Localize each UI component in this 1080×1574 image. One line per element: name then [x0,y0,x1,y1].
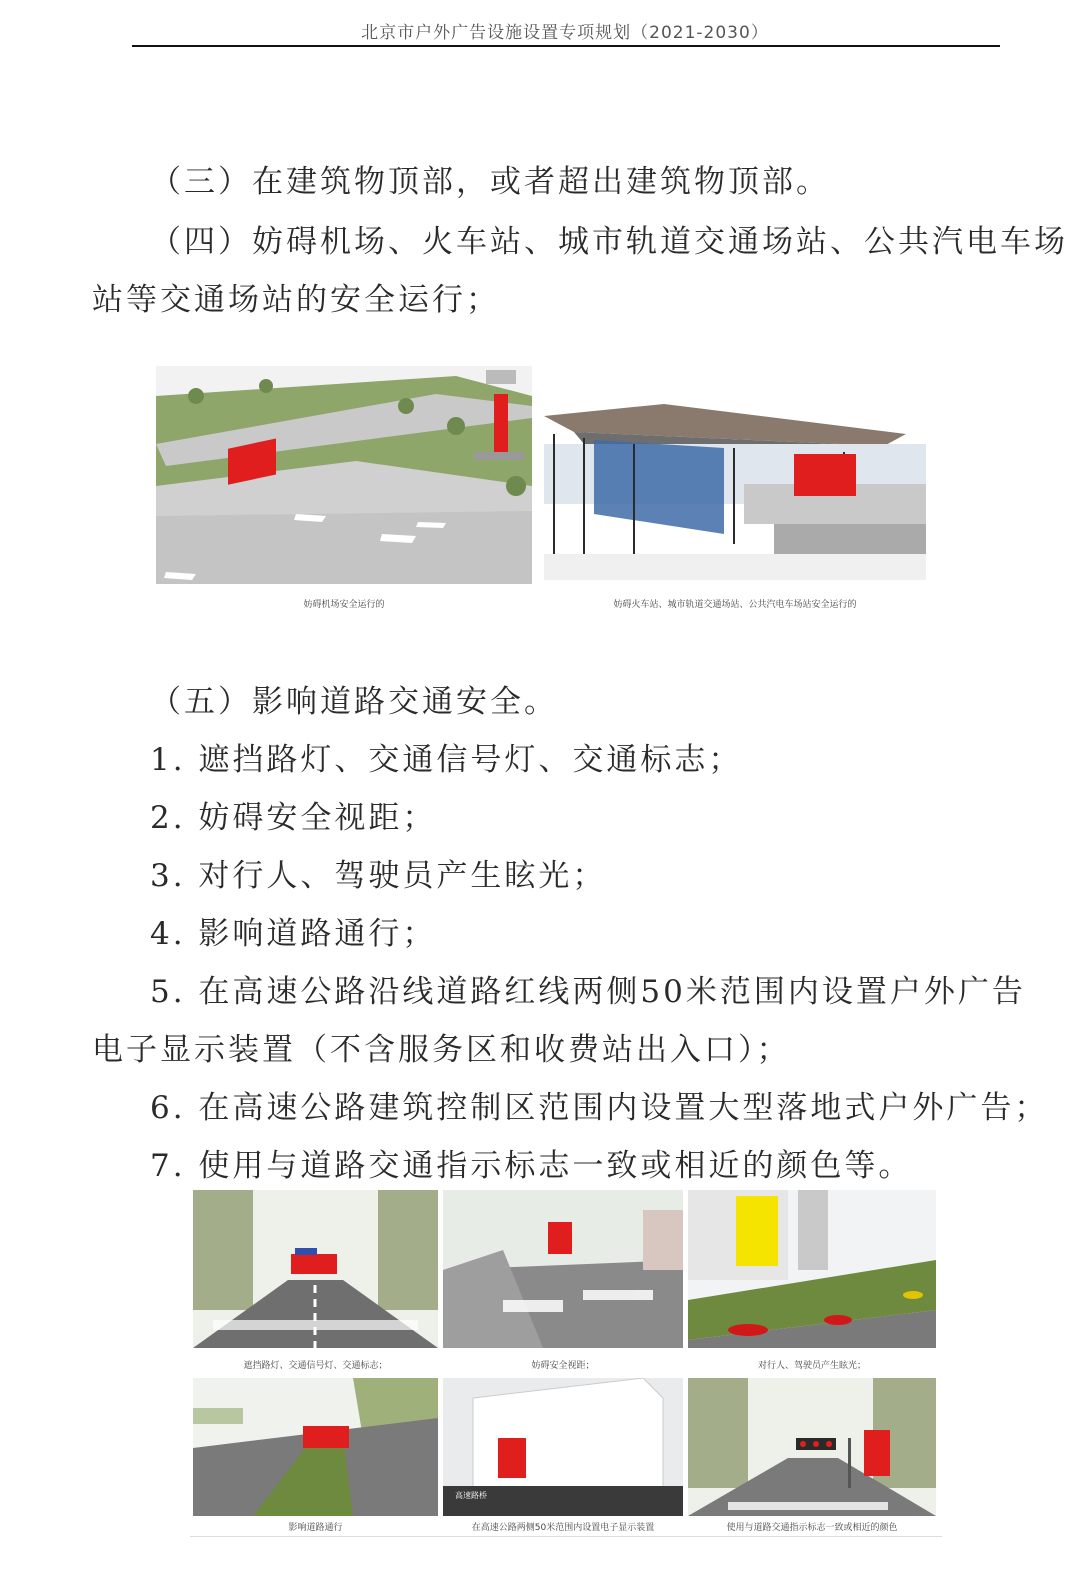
clause-3: （三）在建筑物顶部，或者超出建筑物顶部。 [150,164,830,200]
grid-caption-4: 影响道路通行 [288,1523,343,1533]
station-illustration [544,404,926,580]
item-7: 7. 使用与道路交通指示标志一致或相近的颜色等。 [150,1148,913,1184]
station-caption: 妨碍火车站、城市轨道交通场站、公共汽电车场站安全运行的 [613,600,857,610]
item-1: 1. 遮挡路灯、交通信号灯、交通标志； [150,742,743,778]
sight-distance-illustration [443,1190,683,1348]
item-4: 4. 影响道路通行； [150,916,437,952]
bridge-sign-text: 高速路桥 [455,1491,487,1500]
road-occlusion-illustration [193,1190,438,1348]
item-6: 6. 在高速公路建筑控制区范围内设置大型落地式户外广告； [150,1090,1049,1126]
page-header-title: 北京市户外广告设施设置专项规划（2021-2030） [361,23,769,43]
grid-caption-3: 对行人、驾驶员产生眩光； [757,1361,866,1371]
header-divider [132,45,1000,47]
glare-illustration [688,1190,936,1348]
electronic-display-illustration [443,1378,683,1516]
clause-5: （五）影响道路交通安全。 [150,684,558,720]
clause-4-line-2: 站等交通场站的安全运行； [92,282,500,318]
sign-color-illustration [688,1378,936,1516]
figure-grid-bottom-rule [190,1536,942,1537]
item-5-line-1: 5. 在高速公路沿线道路红线两侧50米范围内设置户外广告 [150,974,1026,1010]
item-2: 2. 妨碍安全视距； [150,800,437,836]
grid-caption-1: 遮挡路灯、交通信号灯、交通标志； [243,1361,388,1371]
item-5-line-2: 电子显示装置（不含服务区和收费站出入口）； [92,1032,791,1068]
road-passage-illustration [193,1378,438,1516]
item-3: 3. 对行人、驾驶员产生眩光； [150,858,607,894]
clause-4-line-1: （四）妨碍机场、火车站、城市轨道交通场站、公共汽电车场 [150,224,1068,260]
grid-caption-2: 妨碍安全视距； [531,1361,595,1371]
grid-caption-6: 使用与道路交通指示标志一致或相近的颜色 [726,1523,898,1533]
airport-caption: 妨碍机场安全运行的 [303,600,385,610]
airport-illustration [156,366,532,584]
grid-caption-5: 在高速公路两侧50米范围内设置电子显示装置 [471,1523,655,1533]
